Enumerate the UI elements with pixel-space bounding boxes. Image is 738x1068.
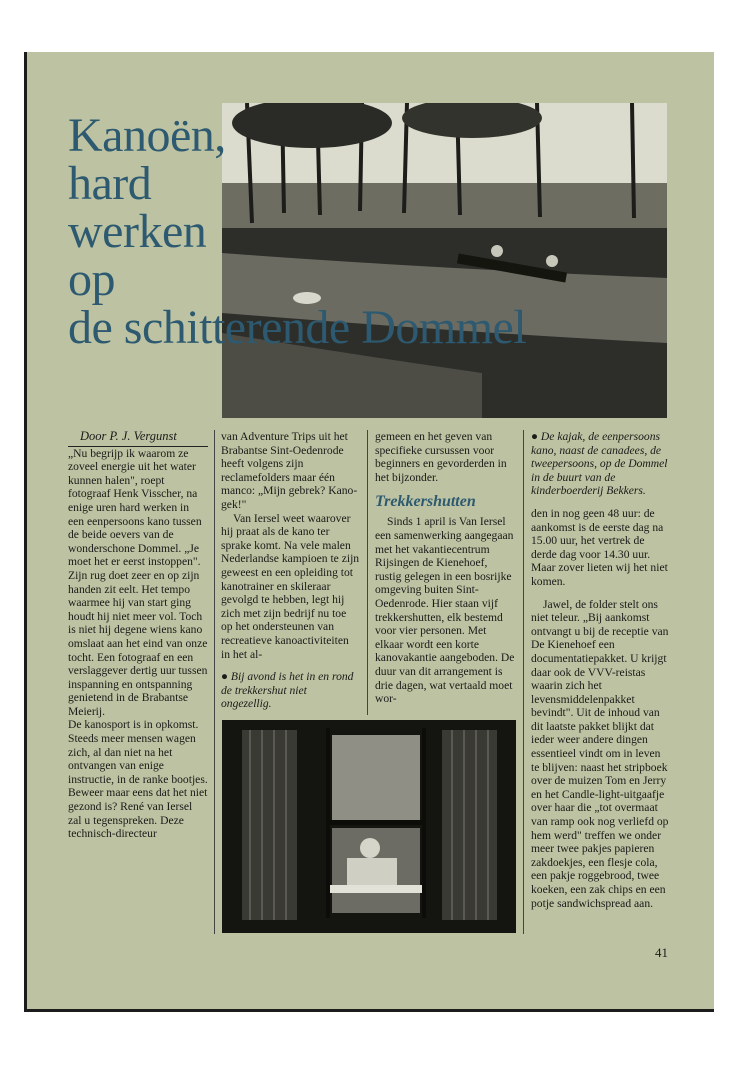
article-column-2 — [221, 430, 360, 711]
canoe-photo-caption: ● De kajak, de eenpersoons kano, naast de canadees, de tweepersoons, op de Dommel in de buurt van de kinderboerderij Bekkers. — [531, 430, 668, 498]
title-line: Kanoën, — [68, 109, 226, 162]
paragraph: Jawel, de folder stelt ons niet teleur. „Bij aankomst ontvangt u bij de receptie van De Kienehoef een documentatiepakket. U krijgt daar ook de VVV-reistas waarin zich het levensmiddelenpakket bevindt". Uit de inhoud van dit laatste pakket blijkt dat ieder weer andere dingen essentieel vindt om in leven te blijven: naast het stripboek over de muizen Tom en Jerry en het Candle-light-uitgaafje over haar die „tot overmaat van ramp ook nog verliefd op hem werd" treffen we onder meer twee pakjes papieren zakdoekjes, een flesje cola, een pakje roggebrood, twee koeken, een zak chips en een potje sandwichspread aan. — [531, 597, 669, 910]
byline: Door P. J. Vergunst — [68, 430, 208, 447]
title-line: de schitterende Dommel — [68, 301, 527, 354]
column-divider — [523, 430, 524, 934]
title-line: hard — [68, 157, 152, 210]
title-line: werken — [68, 205, 207, 258]
paragraph: „Nu begrijp ik waarom ze zoveel energie uit het water kunnen halen", roept fotograaf Henk Visscher, na enige uren hard werken in een eenpersoons kano tussen de beide oevers van de wonderschone Dommel. „Je moet het er eerst instoppen". Zijn rug doet zeer en op zijn handen zit eelt. Het tempo waarmee hij van start ging houdt hij niet meer vol. Toch is niet hij degene wiens kano omslaat aan het eind van onze tocht. Een fotograaf en een verslaggever dertig uur tussen inspanning en ontspanning genietend in de Brabantse Meierij. — [68, 446, 208, 718]
window-photo-caption: ● Bij avond is het in en rond de trekkershut niet ongezellig. — [221, 670, 354, 711]
page-number: 41 — [655, 945, 668, 960]
article-column-4 — [531, 430, 671, 910]
paragraph: Sinds 1 april is Van Iersel een samenwerking aangegaan met het vakantiecentrum Rijsingen de Kienehoef, rustig gelegen in een bosrijke omgeving buiten Sint-Oedenrode. Hier staan vijf trekkershutten, elk bestemd voor vier personen. Met elkaar wordt een korte kanovakantie aangeboden. De duur van dit arrangement is drie dagen, wat vertaald moet wor- — [375, 515, 515, 706]
article-column-1 — [68, 430, 208, 841]
paragraph: De kanosport is in opkomst. Steeds meer mensen wagen zich, al dan niet na het ontvangen van enige instructie, in de ranke bootjes. Beweer maar eens dat het niet gezond is? René van Iersel zal u tegenspreken. Deze technisch-directeur — [68, 718, 208, 841]
window-photo — [222, 720, 516, 933]
paragraph: gemeen en het geven van specifieke cursussen voor beginners en gevorderden in het bijzonder. — [375, 430, 507, 484]
paragraph: van Adventure Trips uit het Brabantse Sint-Oedenrode heeft volgens zijn reclamefolders maar één manco: „Mijn gebrek? Kano-gek!" — [221, 430, 358, 511]
title-line: op — [68, 253, 115, 306]
column-divider — [214, 430, 215, 934]
paragraph: den in nog geen 48 uur: de aankomst is de eerste dag na 15.00 uur, het vertrek de derde dag voor 14.30 uur. Maar zover lieten wij het niet komen. — [531, 506, 668, 588]
subheading: Trekkershutten — [375, 493, 476, 511]
column-divider — [367, 430, 368, 715]
paragraph: Van Iersel weet waarover hij praat als de kano ter sprake komt. Na vele malen Nederlandse kampioen te zijn geweest en een opleiding tot kanotrainer en skileraar gevolgd te hebben, legt hij zich met zijn bedrijf nu toe op het ondersteunen van recreatieve kanoactiviteiten in het al- — [221, 511, 360, 661]
article-column-3 — [375, 430, 515, 706]
article-title — [68, 109, 527, 354]
